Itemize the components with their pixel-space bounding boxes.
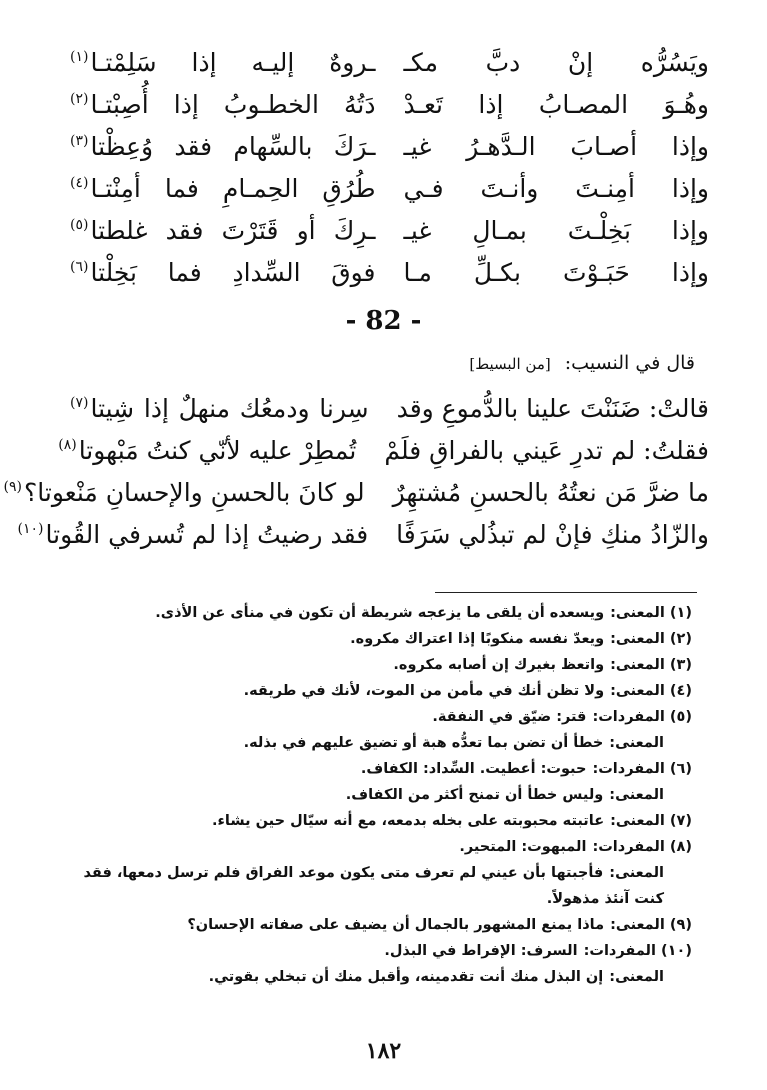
- footnote: [60, 756, 692, 782]
- footnote: [60, 678, 692, 704]
- footnote-text: ويعدّ نفسه منكوبًا إذا اعتراك مكروه.: [350, 631, 605, 647]
- footnote: [60, 782, 664, 808]
- footnote-label: (٥) المفردات:: [592, 709, 692, 725]
- footnote: [60, 652, 692, 678]
- verse-first-hemistich: والزّادُ منكِ فإنْ لم تبذُلي سَرَفًا: [396, 519, 709, 549]
- footnote-text: قتر: ضيّق في النفقة.: [432, 709, 587, 725]
- footnote-label: (٤) المعنى:: [610, 683, 692, 699]
- verse-second-hemistich: [58, 436, 356, 465]
- verse-second-hemistich: [70, 216, 376, 245]
- poem-number: - 82 -: [345, 306, 422, 336]
- verse-text: فقد رضيتُ إذا لم تُسرفي القُوتا: [45, 519, 369, 549]
- footnote-text: عاتبته محبوبته على بخله بدمعه، مع أنه سيّال حين يشاء.: [211, 813, 605, 829]
- footnote-label: (١٠) المفردات:: [583, 943, 692, 959]
- footnote-marker: (١): [70, 49, 89, 66]
- footnote-text: ويسعده أن يلقى ما يزعجه شريطة أن تكون في منأى عن الأذى.: [155, 605, 605, 621]
- verse-text: فوقَ السِّدادِ فما بَخِلْتا: [90, 257, 376, 287]
- verse-text: سِرنا ودمعُك منهلٌ إذا شِيتا: [90, 393, 369, 423]
- verse-line: [70, 208, 709, 252]
- footnote-text: واتعظ بغيرك إن أصابه مكروه.: [393, 657, 605, 673]
- footnote-label: (٣) المعنى:: [610, 657, 692, 673]
- meter-label: [من البسيط]: [469, 355, 551, 373]
- verse-line: [3, 470, 709, 514]
- footnote: [60, 938, 692, 964]
- footnote-label: (١) المعنى:: [610, 605, 692, 621]
- poem-intro: [469, 352, 695, 374]
- verse-first-hemistich: وإذا حَبَـوْتَ بكـلِّ مـا: [403, 257, 709, 287]
- footnote-marker: (٩): [3, 479, 22, 496]
- footnote-marker: (٨): [58, 437, 77, 454]
- verse-line: [70, 40, 709, 84]
- verse-text: طُرُقِ الحِمـامِ فما أمِنْتـا: [90, 173, 376, 203]
- verse-first-hemistich: فقلتُ: لم تدرِ عَيني بالفراقِ فلَمْ: [384, 435, 709, 465]
- footnote-label: (٩) المعنى:: [610, 917, 692, 933]
- footnote: [60, 704, 692, 730]
- intro-text: قال في النسيب:: [564, 352, 695, 374]
- footnote: [60, 964, 664, 990]
- verse-first-hemistich: وهُـوَ المصـابُ إذا تَعـدْ: [403, 89, 709, 119]
- footnote-text: حبوت: أعطيت. السِّداد: الكفاف.: [360, 761, 587, 777]
- verse-text: لو كانَ بالحسنِ والإحسانِ مَنْعوتا؟: [24, 477, 365, 507]
- footnote-text: خطأ أن تضن بما تعدُّه هبة أو تضيق عليهم في بذله.: [243, 735, 604, 751]
- footnote-text: ماذا يمنع المشهور بالجمال أن يضيف على صفاته الإحسان؟: [187, 917, 605, 933]
- footnote: [60, 730, 664, 756]
- verse-line: [17, 512, 709, 556]
- footnote-marker: (٥): [70, 217, 89, 234]
- footnote-text: وليس خطأ أن تمنح أكثر من الكفاف.: [345, 787, 604, 803]
- footnote-label: المعنى:: [609, 735, 664, 751]
- footnote-label: المعنى:: [609, 865, 664, 881]
- verse-second-hemistich: [70, 132, 376, 161]
- footnote: [60, 912, 692, 938]
- footnote: [60, 834, 692, 860]
- page-number: ١٨٢: [365, 1038, 402, 1064]
- footnote: [60, 600, 692, 626]
- verse-first-hemistich: ما ضرَّ مَن نعتُهُ بالحسنِ مُشتهِرٌ: [392, 477, 709, 507]
- footnote-marker: (٤): [70, 175, 89, 192]
- verse-second-hemistich: [70, 394, 369, 423]
- verse-line: [70, 82, 709, 126]
- verse-second-hemistich: [70, 90, 376, 119]
- footnote-text: فأجبتها بأن عيني لم تعرف متى يكون موعد الفراق فلم ترسل دمعها، فقد كنت آنئذ مذهولاً.: [83, 865, 664, 907]
- verse-second-hemistich: [70, 258, 376, 287]
- verse-line: [70, 124, 709, 168]
- footnote: [60, 860, 664, 912]
- verse-first-hemistich: وإذا بَخِلْـتَ بمـالِ غيـ: [403, 215, 709, 245]
- verse-first-hemistich: قالتْ: ضَنَنْتَ علينا بالدُّموعِ وقد: [396, 393, 709, 423]
- footnote-label: (٦) المفردات:: [592, 761, 692, 777]
- verse-first-hemistich: وإذا أصـابَ الـدَّهـرُ غيـ: [403, 131, 709, 161]
- verse-line: [58, 428, 709, 472]
- verse-second-hemistich: [70, 174, 376, 203]
- verse-text: دَتُهُ الخطـوبُ إذا أُصِبْتـا: [90, 89, 376, 119]
- verse-line: [70, 250, 709, 294]
- footnote-separator: [435, 592, 697, 593]
- footnote-text: السرف: الإفراط في البذل.: [384, 943, 578, 959]
- verse-text: ـرَكَ بالسِّهام فقد وُعِظْتا: [90, 131, 376, 161]
- verse-first-hemistich: ويَسُرُّه إنْ دبَّ مكـ: [403, 47, 709, 77]
- footnote-marker: (٧): [70, 395, 89, 412]
- footnote-text: إن البذل منك أنت تقدمينه، وأقبل منك أن تبخلي بقوتي.: [208, 969, 604, 985]
- footnote-marker: (١٠): [17, 521, 44, 538]
- footnote-label: (٢) المعنى:: [610, 631, 692, 647]
- footnote-marker: (٦): [70, 259, 89, 276]
- footnote: [60, 626, 692, 652]
- verse-line: [70, 166, 709, 210]
- verse-line: [70, 386, 709, 430]
- verse-first-hemistich: وإذا أمِنـتَ وأنـتَ فـي: [403, 173, 709, 203]
- footnote-label: المعنى:: [609, 787, 664, 803]
- verse-text: تُمطِرْ عليه لأنّي كنتُ مَبْهوتا: [78, 435, 357, 465]
- verse-text: ـروهٌ إليـه إذا سَلِمْتـا: [90, 47, 376, 77]
- footnote-marker: (٣): [70, 133, 89, 150]
- footnote-text: المبهوت: المتحير.: [459, 839, 587, 855]
- footnote-label: (٧) المعنى:: [610, 813, 692, 829]
- footnote-marker: (٢): [70, 91, 89, 108]
- verse-second-hemistich: [70, 48, 376, 77]
- verse-second-hemistich: [18, 520, 369, 549]
- footnote-label: المعنى:: [609, 969, 664, 985]
- footnote-label: (٨) المفردات:: [592, 839, 692, 855]
- footnote-text: ولا تظن أنك في مأمن من الموت، لأنك في طريقه.: [243, 683, 605, 699]
- footnote: [60, 808, 692, 834]
- verse-text: ـرِكَ أو قَتَرْتَ فقد غلطتا: [90, 215, 376, 245]
- verse-second-hemistich: [4, 478, 365, 507]
